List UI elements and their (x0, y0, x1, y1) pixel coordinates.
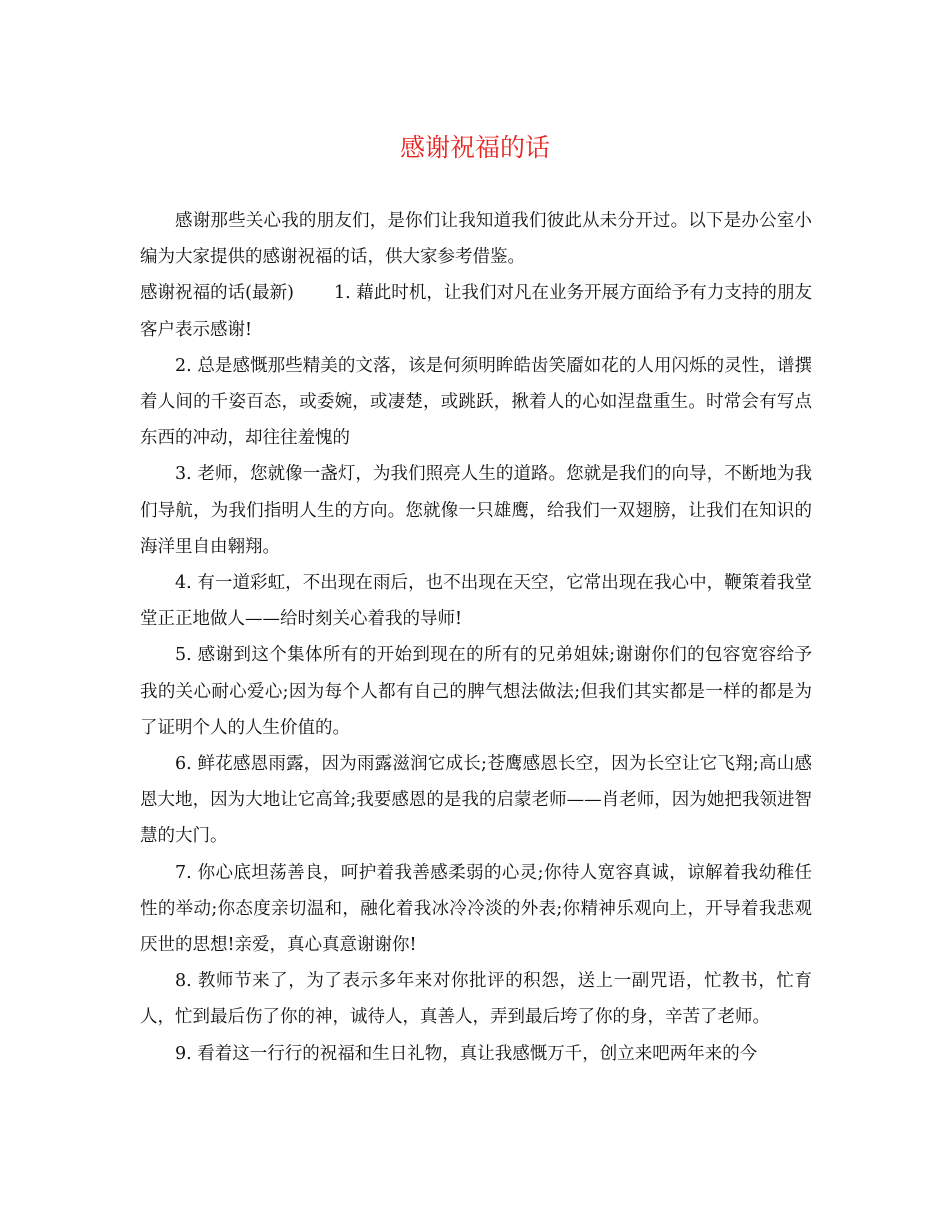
list-item-7: 7. 你心底坦荡善良，呵护着我善感柔弱的心灵;你待人宽容真诚，谅解着我幼稚任性的举动;你态度亲切温和，融化着我冰冷冷淡的外表;你精神乐观向上，开导着我悲观厌世的思想!亲爱，真心真意谢谢你! (140, 862, 812, 956)
list-item-4: 4. 有一道彩虹，不出现在雨后，也不出现在天空，它常出现在我心中，鞭策着我堂堂正正地做人——给时刻关心着我的导师! (140, 573, 812, 630)
list-item-2: 2. 总是感慨那些精美的文落，该是何须明眸皓齿笑靥如花的人用闪烁的灵性，谱撰着人间的千姿百态，或委婉，或凄楚，或跳跃，揪着人的心如涅盘重生。时常会有写点东西的冲动，却往往羞愧的 (140, 355, 812, 449)
intro-paragraph: 感谢那些关心我的朋友们，是你们让我知道我们彼此从未分开过。以下是办公室小编为大家提供的感谢祝福的话，供大家参考借鉴。 (140, 211, 812, 268)
list-item-9: 9. 看着这一行行的祝福和生日礼物，真让我感慨万千，创立来吧两年来的今 (175, 1043, 758, 1064)
section-heading: 感谢祝福的话(最新) (140, 283, 294, 304)
list-item-8: 8. 教师节来了，为了表示多年来对你批评的积怨，送上一副咒语，忙教书，忙育人，忙到最后伤了你的神，诚待人，真善人，弄到最后垮了你的身，辛苦了老师。 (140, 971, 812, 1028)
list-item-3: 3. 老师，您就像一盏灯，为我们照亮人生的道路。您就是我们的向导，不断地为我们导航，为我们指明人生的方向。您就像一只雄鹰，给我们一双翅膀，让我们在知识的海洋里自由翱翔。 (140, 464, 812, 557)
list-item-1: 1. 藉此时机，让我们对凡在业务开展方面给予有力支持的朋友客户表示感谢! (140, 283, 812, 340)
list-item-5: 5. 感谢到这个集体所有的开始到现在的所有的兄弟姐妹;谢谢你们的包容宽容给予我的关心耐心爱心;因为每个人都有自己的脾气想法做法;但我们其实都是一样的都是为了证明个人的人生价值的。 (140, 645, 812, 738)
document-body (140, 203, 812, 1072)
section-heading-paragraph (140, 275, 812, 347)
page-title: 感谢祝福的话 (399, 133, 550, 162)
list-item-6: 6. 鲜花感恩雨露，因为雨露滋润它成长;苍鹰感恩长空，因为长空让它飞翔;高山感恩大地，因为大地让它高耸;我要感恩的是我的启蒙老师——肖老师，因为她把我领进智慧的大门。 (140, 754, 812, 847)
